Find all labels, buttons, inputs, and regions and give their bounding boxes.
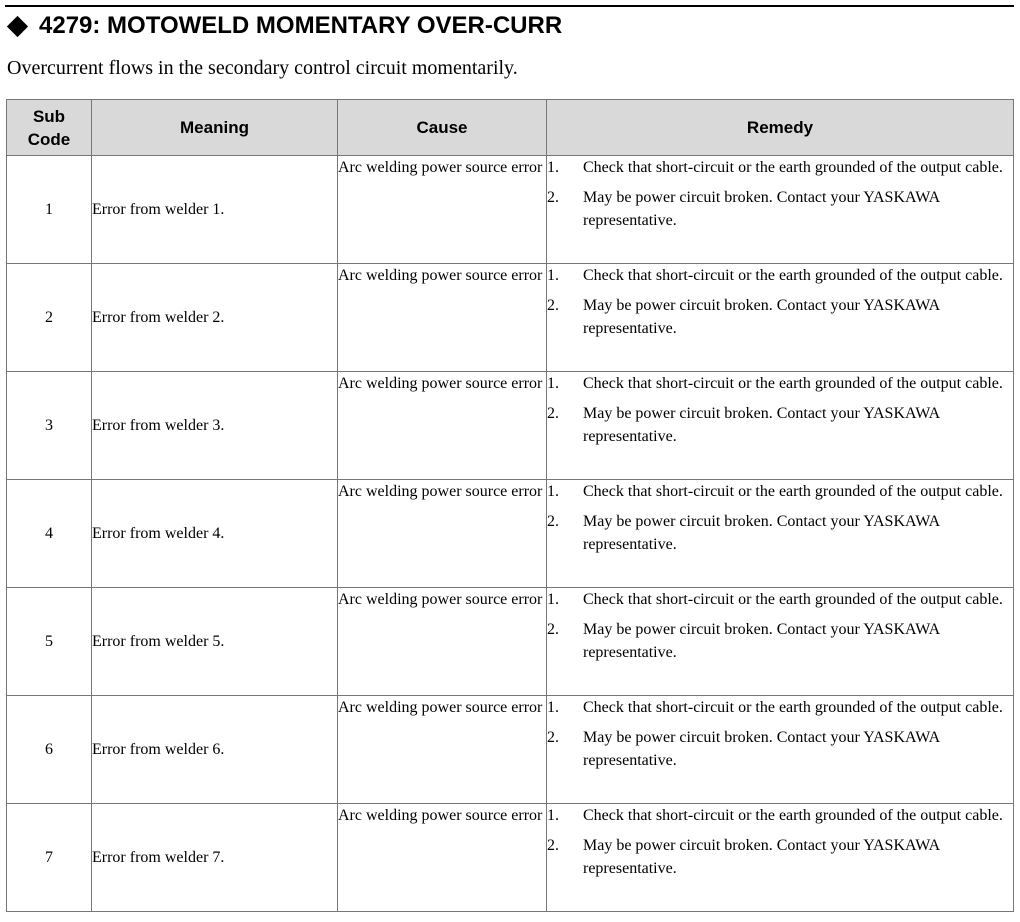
- diamond-bullet-icon: [7, 15, 28, 36]
- alarm-subcode-table: [6, 99, 1014, 912]
- remedy-item: [547, 294, 1013, 341]
- sub-code-cell: 6: [7, 696, 92, 804]
- table-row: [7, 372, 1014, 480]
- remedy-item: [547, 186, 1013, 233]
- meaning-cell: Error from welder 2.: [92, 264, 338, 372]
- remedy-text: Check that short-circuit or the earth grounded of the output cable.: [583, 267, 1003, 284]
- remedy-text: Check that short-circuit or the earth grounded of the output cable.: [583, 699, 1003, 716]
- remedy-text: Check that short-circuit or the earth grounded of the output cable.: [583, 807, 1003, 824]
- meaning-cell: Error from welder 1.: [92, 156, 338, 264]
- remedy-text: May be power circuit broken. Contact your YASKAWA representative.: [583, 404, 940, 445]
- remedy-number: 2.: [547, 728, 559, 746]
- remedy-number: 1.: [547, 807, 559, 824]
- remedy-cell: [547, 804, 1014, 912]
- remedy-cell: [547, 480, 1014, 588]
- header-sub-code-line1: Sub: [32, 106, 66, 126]
- remedy-number: 2.: [547, 836, 559, 854]
- cause-cell: Arc welding power source error: [338, 480, 547, 588]
- cause-cell: Arc welding power source error: [338, 156, 547, 264]
- table-row: [7, 696, 1014, 804]
- remedy-item: [547, 480, 1013, 504]
- remedy-item: [547, 618, 1013, 665]
- table-row: [7, 588, 1014, 696]
- remedy-number: 2.: [547, 404, 559, 422]
- table-row: [7, 480, 1014, 588]
- cause-cell: Arc welding power source error: [338, 804, 547, 912]
- remedy-item: [547, 588, 1013, 612]
- remedy-number: 2.: [547, 620, 559, 638]
- remedy-item: [547, 834, 1013, 881]
- remedy-cell: [547, 588, 1014, 696]
- remedy-text: Check that short-circuit or the earth grounded of the output cable.: [583, 591, 1003, 608]
- remedy-text: May be power circuit broken. Contact your YASKAWA representative.: [583, 728, 940, 769]
- remedy-cell: [547, 264, 1014, 372]
- sub-code-cell: 3: [7, 372, 92, 480]
- alarm-title: 4279: MOTOWELD MOMENTARY OVER-CURR: [39, 12, 563, 39]
- sub-code-cell: 5: [7, 588, 92, 696]
- meaning-cell: Error from welder 4.: [92, 480, 338, 588]
- remedy-number: 2.: [547, 188, 559, 206]
- remedy-cell: [547, 372, 1014, 480]
- remedy-item: [547, 264, 1013, 288]
- remedy-number: 1.: [547, 159, 559, 176]
- cause-cell: Arc welding power source error: [338, 372, 547, 480]
- meaning-cell: Error from welder 5.: [92, 588, 338, 696]
- remedy-item: [547, 402, 1013, 449]
- remedy-item: [547, 726, 1013, 773]
- header-cause: Cause: [338, 100, 547, 156]
- top-rule: [5, 5, 1014, 7]
- remedy-cell: [547, 696, 1014, 804]
- header-meaning: Meaning: [92, 100, 338, 156]
- remedy-item: [547, 804, 1013, 828]
- remedy-text: May be power circuit broken. Contact your YASKAWA representative.: [583, 836, 940, 877]
- meaning-cell: Error from welder 3.: [92, 372, 338, 480]
- alarm-heading: [6, 11, 562, 41]
- sub-code-cell: 4: [7, 480, 92, 588]
- remedy-number: 2.: [547, 296, 559, 314]
- table-row: [7, 804, 1014, 912]
- remedy-item: [547, 510, 1013, 557]
- sub-code-cell: 1: [7, 156, 92, 264]
- remedy-text: Check that short-circuit or the earth grounded of the output cable.: [583, 375, 1003, 392]
- header-sub-code-line2: Code: [27, 129, 71, 149]
- cause-cell: Arc welding power source error: [338, 696, 547, 804]
- alarm-description: Overcurrent flows in the secondary control circuit momentarily.: [7, 57, 518, 79]
- remedy-item: [547, 696, 1013, 720]
- remedy-item: [547, 372, 1013, 396]
- remedy-number: 2.: [547, 512, 559, 530]
- table-row: [7, 156, 1014, 264]
- remedy-text: May be power circuit broken. Contact your YASKAWA representative.: [583, 620, 940, 661]
- remedy-text: May be power circuit broken. Contact your YASKAWA representative.: [583, 296, 940, 337]
- cause-cell: Arc welding power source error: [338, 588, 547, 696]
- meaning-cell: Error from welder 7.: [92, 804, 338, 912]
- remedy-text: Check that short-circuit or the earth grounded of the output cable.: [583, 159, 1003, 176]
- meaning-cell: Error from welder 6.: [92, 696, 338, 804]
- remedy-text: Check that short-circuit or the earth grounded of the output cable.: [583, 483, 1003, 500]
- remedy-number: 1.: [547, 699, 559, 716]
- sub-code-cell: 2: [7, 264, 92, 372]
- remedy-number: 1.: [547, 267, 559, 284]
- sub-code-cell: 7: [7, 804, 92, 912]
- remedy-number: 1.: [547, 591, 559, 608]
- remedy-cell: [547, 156, 1014, 264]
- header-sub-code: [7, 100, 92, 156]
- remedy-number: 1.: [547, 375, 559, 392]
- table-header-row: [7, 100, 1014, 156]
- remedy-text: May be power circuit broken. Contact your YASKAWA representative.: [583, 188, 940, 229]
- cause-cell: Arc welding power source error: [338, 264, 547, 372]
- remedy-text: May be power circuit broken. Contact your YASKAWA representative.: [583, 512, 940, 553]
- table-row: [7, 264, 1014, 372]
- remedy-item: [547, 156, 1013, 180]
- header-remedy: Remedy: [547, 100, 1014, 156]
- remedy-number: 1.: [547, 483, 559, 500]
